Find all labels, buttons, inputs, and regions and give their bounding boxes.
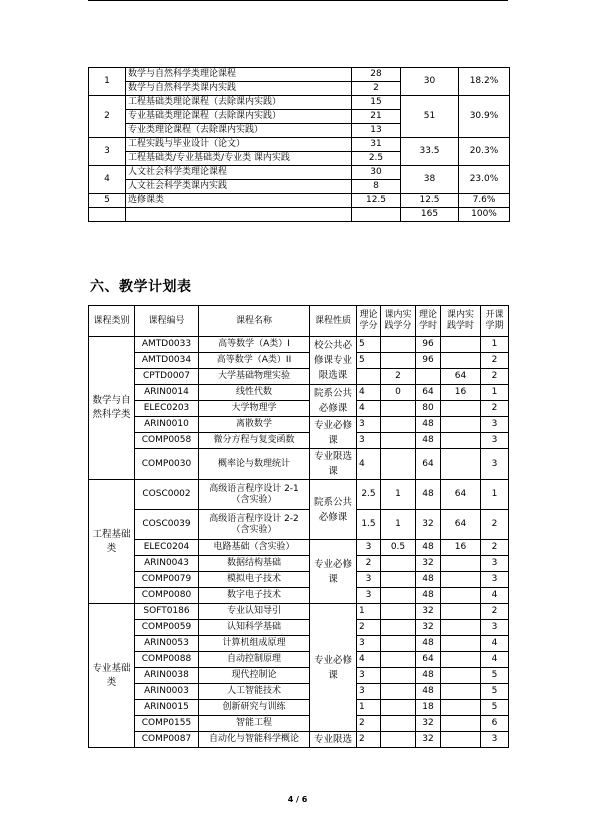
course-type: 工程实践与毕业设计（论文） (126, 138, 352, 152)
group-percent: 7.6% (459, 194, 510, 208)
table-row (89, 732, 509, 748)
course-type: 工程基础类/专业基础类/专业类 课内实践 (126, 152, 352, 166)
theory-hours: 32 (416, 716, 441, 732)
group-percent: 23.0% (459, 166, 510, 194)
practice-credit (381, 417, 416, 433)
course-code: ARIN0015 (135, 700, 199, 716)
theory-hours: 32 (416, 510, 441, 540)
theory-credit: 5 (357, 353, 381, 369)
table-header-row (89, 306, 509, 337)
header-nature: 课程性质 (310, 306, 357, 337)
theory-hours: 64 (416, 652, 441, 668)
table-row (89, 652, 509, 668)
credits: 30 (352, 166, 401, 180)
credits: 2.5 (352, 152, 401, 166)
semester: 6 (481, 716, 509, 732)
theory-hours: 32 (416, 556, 441, 572)
theory-credit: 5 (357, 337, 381, 353)
practice-hours (441, 652, 481, 668)
practice-hours (441, 353, 481, 369)
credits: 2 (352, 82, 401, 96)
theory-hours (416, 369, 441, 385)
course-name: 数据结构基础 (199, 556, 310, 572)
course-name: 自动控制原理 (199, 652, 310, 668)
practice-credit (381, 588, 416, 604)
semester: 4 (481, 636, 509, 652)
theory-credit: 3 (357, 684, 381, 700)
practice-credit (381, 668, 416, 684)
empty-cell (89, 208, 126, 222)
credit-summary-table (88, 67, 510, 222)
course-type: 选修课类 (126, 194, 352, 208)
semester: 3 (481, 572, 509, 588)
group-total: 33.5 (401, 138, 459, 166)
page-number: 4 / 6 (287, 795, 308, 804)
credits: 15 (352, 96, 401, 110)
practice-hours: 16 (441, 540, 481, 556)
table-row (89, 700, 509, 716)
category-cell: 数学与自然科学类 (89, 337, 135, 480)
table-row (89, 449, 509, 480)
practice-credit (381, 401, 416, 417)
practice-hours (441, 620, 481, 636)
credits: 31 (352, 138, 401, 152)
table-row (89, 604, 509, 620)
semester: 2 (481, 401, 509, 417)
header-code: 课程编号 (135, 306, 199, 337)
practice-credit (381, 652, 416, 668)
practice-credit (381, 700, 416, 716)
course-type: 数学与自然科学类课内实践 (126, 82, 352, 96)
practice-credit (381, 449, 416, 480)
row-number: 1 (89, 68, 126, 96)
theory-credit: 2 (357, 556, 381, 572)
course-code: COMP0087 (135, 732, 199, 748)
course-name: 高级语言程序设计 2-2（含实验） (199, 510, 310, 540)
group-percent: 20.3% (459, 138, 510, 166)
table-row (89, 668, 509, 684)
table-row (89, 401, 509, 417)
table-row (89, 337, 509, 353)
theory-hours: 48 (416, 588, 441, 604)
course-code: ARIN0010 (135, 417, 199, 433)
practice-credit: 1 (381, 480, 416, 510)
theory-credit: 2 (357, 716, 381, 732)
semester: 1 (481, 385, 509, 401)
table-row (89, 194, 510, 208)
course-name: 自动化与智能科学概论 (199, 732, 310, 748)
theory-hours: 48 (416, 636, 441, 652)
grand-total: 165 (401, 208, 459, 222)
theory-credit: 4 (357, 652, 381, 668)
practice-hours (441, 588, 481, 604)
header-theory-credit: 理论学分 (357, 306, 381, 337)
theory-credit: 1 (357, 700, 381, 716)
course-code: ARIN0003 (135, 684, 199, 700)
table-row (89, 588, 509, 604)
nature-cell: 专业必修课 (310, 604, 357, 732)
top-rule (88, 0, 508, 1)
theory-hours: 48 (416, 480, 441, 510)
row-number: 4 (89, 166, 126, 194)
practice-hours (441, 684, 481, 700)
group-total: 30 (401, 68, 459, 96)
table-row (89, 385, 509, 401)
nature-cell: 专业限选 (310, 732, 357, 748)
theory-hours: 48 (416, 684, 441, 700)
semester: 1 (481, 337, 509, 353)
group-percent: 18.2% (459, 68, 510, 96)
semester: 2 (481, 369, 509, 385)
theory-credit: 3 (357, 668, 381, 684)
course-code: COMP0059 (135, 620, 199, 636)
practice-hours (441, 433, 481, 449)
practice-credit (381, 572, 416, 588)
table-row-total (89, 208, 510, 222)
nature-cell: 院系公共必修课 (310, 385, 357, 417)
course-name: 现代控制论 (199, 668, 310, 684)
theory-credit: 3 (357, 433, 381, 449)
practice-credit (381, 636, 416, 652)
practice-credit (381, 604, 416, 620)
header-semester: 开课学期 (481, 306, 509, 337)
theory-credit: 3 (357, 588, 381, 604)
semester: 2 (481, 540, 509, 556)
theory-credit (357, 369, 381, 385)
group-percent: 30.9% (459, 96, 510, 138)
theory-credit: 3 (357, 636, 381, 652)
theory-credit: 1.5 (357, 510, 381, 540)
theory-hours: 48 (416, 417, 441, 433)
semester: 2 (481, 604, 509, 620)
course-code: AMTD0034 (135, 353, 199, 369)
course-code: COSC0039 (135, 510, 199, 540)
row-number: 3 (89, 138, 126, 166)
practice-hours (441, 417, 481, 433)
practice-hours: 64 (441, 480, 481, 510)
practice-hours (441, 337, 481, 353)
nature-cell: 院系公共必修课 (310, 480, 357, 540)
course-name: 创新研究与训练 (199, 700, 310, 716)
course-name: 人工智能技术 (199, 684, 310, 700)
table-row (89, 556, 509, 572)
theory-hours: 80 (416, 401, 441, 417)
semester: 5 (481, 668, 509, 684)
semester: 3 (481, 732, 509, 748)
course-type: 数学与自然科学类理论课程 (126, 68, 352, 82)
semester: 4 (481, 588, 509, 604)
course-code: ARIN0043 (135, 556, 199, 572)
practice-hours (441, 668, 481, 684)
course-type: 工程基础类理论课程（去除课内实践） (126, 96, 352, 110)
theory-credit: 4 (357, 401, 381, 417)
section-title: 六、教学计划表 (90, 279, 192, 295)
theory-hours: 48 (416, 540, 441, 556)
practice-credit: 2 (381, 369, 416, 385)
semester: 4 (481, 652, 509, 668)
course-code: CPTD0007 (135, 369, 199, 385)
practice-credit: 0.5 (381, 540, 416, 556)
group-total: 12.5 (401, 194, 459, 208)
credits: 12.5 (352, 194, 401, 208)
table-row (89, 636, 509, 652)
practice-hours (441, 732, 481, 748)
course-name: 微分方程与复变函数 (199, 433, 310, 449)
credits: 28 (352, 68, 401, 82)
table-row (89, 138, 510, 152)
course-name: 高等数学（A类）I (199, 337, 310, 353)
course-code: ARIN0053 (135, 636, 199, 652)
header-category: 课程类别 (89, 306, 135, 337)
semester: 2 (481, 510, 509, 540)
theory-credit: 3 (357, 417, 381, 433)
theory-credit: 4 (357, 385, 381, 401)
practice-hours (441, 572, 481, 588)
course-name: 智能工程 (199, 716, 310, 732)
theory-hours: 32 (416, 732, 441, 748)
semester: 1 (481, 480, 509, 510)
credits: 8 (352, 180, 401, 194)
credits: 13 (352, 124, 401, 138)
practice-hours (441, 716, 481, 732)
teaching-plan-table (88, 305, 509, 748)
practice-credit (381, 732, 416, 748)
table-row (89, 369, 509, 385)
empty-cell (352, 208, 401, 222)
course-name: 大学基础物理实验 (199, 369, 310, 385)
row-number: 2 (89, 96, 126, 138)
theory-credit: 2 (357, 620, 381, 636)
nature-cell: 专业必修课 (310, 540, 357, 604)
practice-credit (381, 716, 416, 732)
course-code: COSC0002 (135, 480, 199, 510)
semester: 5 (481, 700, 509, 716)
course-name: 认知科学基础 (199, 620, 310, 636)
course-name: 线性代数 (199, 385, 310, 401)
nature-cell: 专业必修课 (310, 417, 357, 449)
semester: 3 (481, 620, 509, 636)
course-code: COMP0080 (135, 588, 199, 604)
nature-cell: 校公共必修课专业限选课 (310, 337, 357, 385)
course-type: 人文社会科学类课内实践 (126, 180, 352, 194)
grand-percent: 100% (459, 208, 510, 222)
practice-hours (441, 556, 481, 572)
theory-credit: 4 (357, 449, 381, 480)
practice-hours (441, 449, 481, 480)
practice-credit (381, 337, 416, 353)
course-name: 概率论与数理统计 (199, 449, 310, 480)
practice-credit (381, 433, 416, 449)
course-code: ARIN0014 (135, 385, 199, 401)
practice-credit: 1 (381, 510, 416, 540)
credits: 21 (352, 110, 401, 124)
course-type: 人文社会科学类理论课程 (126, 166, 352, 180)
course-name: 离散数学 (199, 417, 310, 433)
practice-hours (441, 636, 481, 652)
practice-hours: 64 (441, 510, 481, 540)
practice-hours (441, 700, 481, 716)
table-row (89, 417, 509, 433)
theory-hours: 64 (416, 385, 441, 401)
header-practice-credit: 课内实践学分 (381, 306, 416, 337)
course-name: 高等数学（A类）II (199, 353, 310, 369)
table-row (89, 480, 509, 510)
course-code: COMP0030 (135, 449, 199, 480)
course-code: COMP0079 (135, 572, 199, 588)
course-name: 数字电子技术 (199, 588, 310, 604)
course-code: ELEC0203 (135, 401, 199, 417)
course-type: 专业基础类理论课程（去除课内实践） (126, 110, 352, 124)
theory-hours: 48 (416, 668, 441, 684)
course-name: 计算机组成原理 (199, 636, 310, 652)
theory-credit: 3 (357, 572, 381, 588)
practice-credit (381, 684, 416, 700)
course-code: ARIN0038 (135, 668, 199, 684)
course-name: 电路基础（含实验） (199, 540, 310, 556)
theory-credit: 1 (357, 604, 381, 620)
header-name: 课程名称 (199, 306, 310, 337)
table-row (89, 572, 509, 588)
semester: 3 (481, 417, 509, 433)
semester: 3 (481, 433, 509, 449)
table-row (89, 166, 510, 180)
row-number: 5 (89, 194, 126, 208)
practice-hours (441, 604, 481, 620)
header-practice-hours: 课内实践学时 (441, 306, 481, 337)
course-name: 模拟电子技术 (199, 572, 310, 588)
course-name: 专业认知导引 (199, 604, 310, 620)
course-type: 专业类理论课程（去除课内实践） (126, 124, 352, 138)
course-code: SOFT0186 (135, 604, 199, 620)
theory-hours: 48 (416, 572, 441, 588)
table-row (89, 510, 509, 540)
course-code: AMTD0033 (135, 337, 199, 353)
group-total: 51 (401, 96, 459, 138)
theory-hours: 32 (416, 604, 441, 620)
table-row (89, 716, 509, 732)
practice-credit (381, 556, 416, 572)
empty-cell (126, 208, 352, 222)
theory-hours: 96 (416, 353, 441, 369)
group-total: 38 (401, 166, 459, 194)
theory-credit: 2.5 (357, 480, 381, 510)
practice-hours (441, 401, 481, 417)
course-code: ELEC0204 (135, 540, 199, 556)
theory-credit: 3 (357, 540, 381, 556)
course-code: COMP0058 (135, 433, 199, 449)
semester: 3 (481, 449, 509, 480)
theory-hours: 96 (416, 337, 441, 353)
theory-hours: 32 (416, 620, 441, 636)
table-row (89, 96, 510, 110)
semester: 3 (481, 556, 509, 572)
table-row (89, 684, 509, 700)
table-row (89, 620, 509, 636)
nature-cell: 专业限选课 (310, 449, 357, 480)
table-row (89, 353, 509, 369)
theory-hours: 48 (416, 433, 441, 449)
course-name: 高级语言程序设计 2-1（含实验） (199, 480, 310, 510)
table-row (89, 433, 509, 449)
course-code: COMP0088 (135, 652, 199, 668)
header-theory-hours: 理论学时 (416, 306, 441, 337)
practice-hours: 16 (441, 385, 481, 401)
theory-hours: 64 (416, 449, 441, 480)
practice-credit: 0 (381, 385, 416, 401)
practice-hours: 64 (441, 369, 481, 385)
practice-credit (381, 353, 416, 369)
practice-credit (381, 620, 416, 636)
category-cell: 专业基础类 (89, 604, 135, 748)
table-row (89, 540, 509, 556)
theory-credit: 2 (357, 732, 381, 748)
semester: 5 (481, 684, 509, 700)
course-code: COMP0155 (135, 716, 199, 732)
semester: 2 (481, 353, 509, 369)
course-name: 大学物理学 (199, 401, 310, 417)
category-cell: 工程基础类 (89, 480, 135, 604)
table-row (89, 68, 510, 82)
theory-hours: 18 (416, 700, 441, 716)
